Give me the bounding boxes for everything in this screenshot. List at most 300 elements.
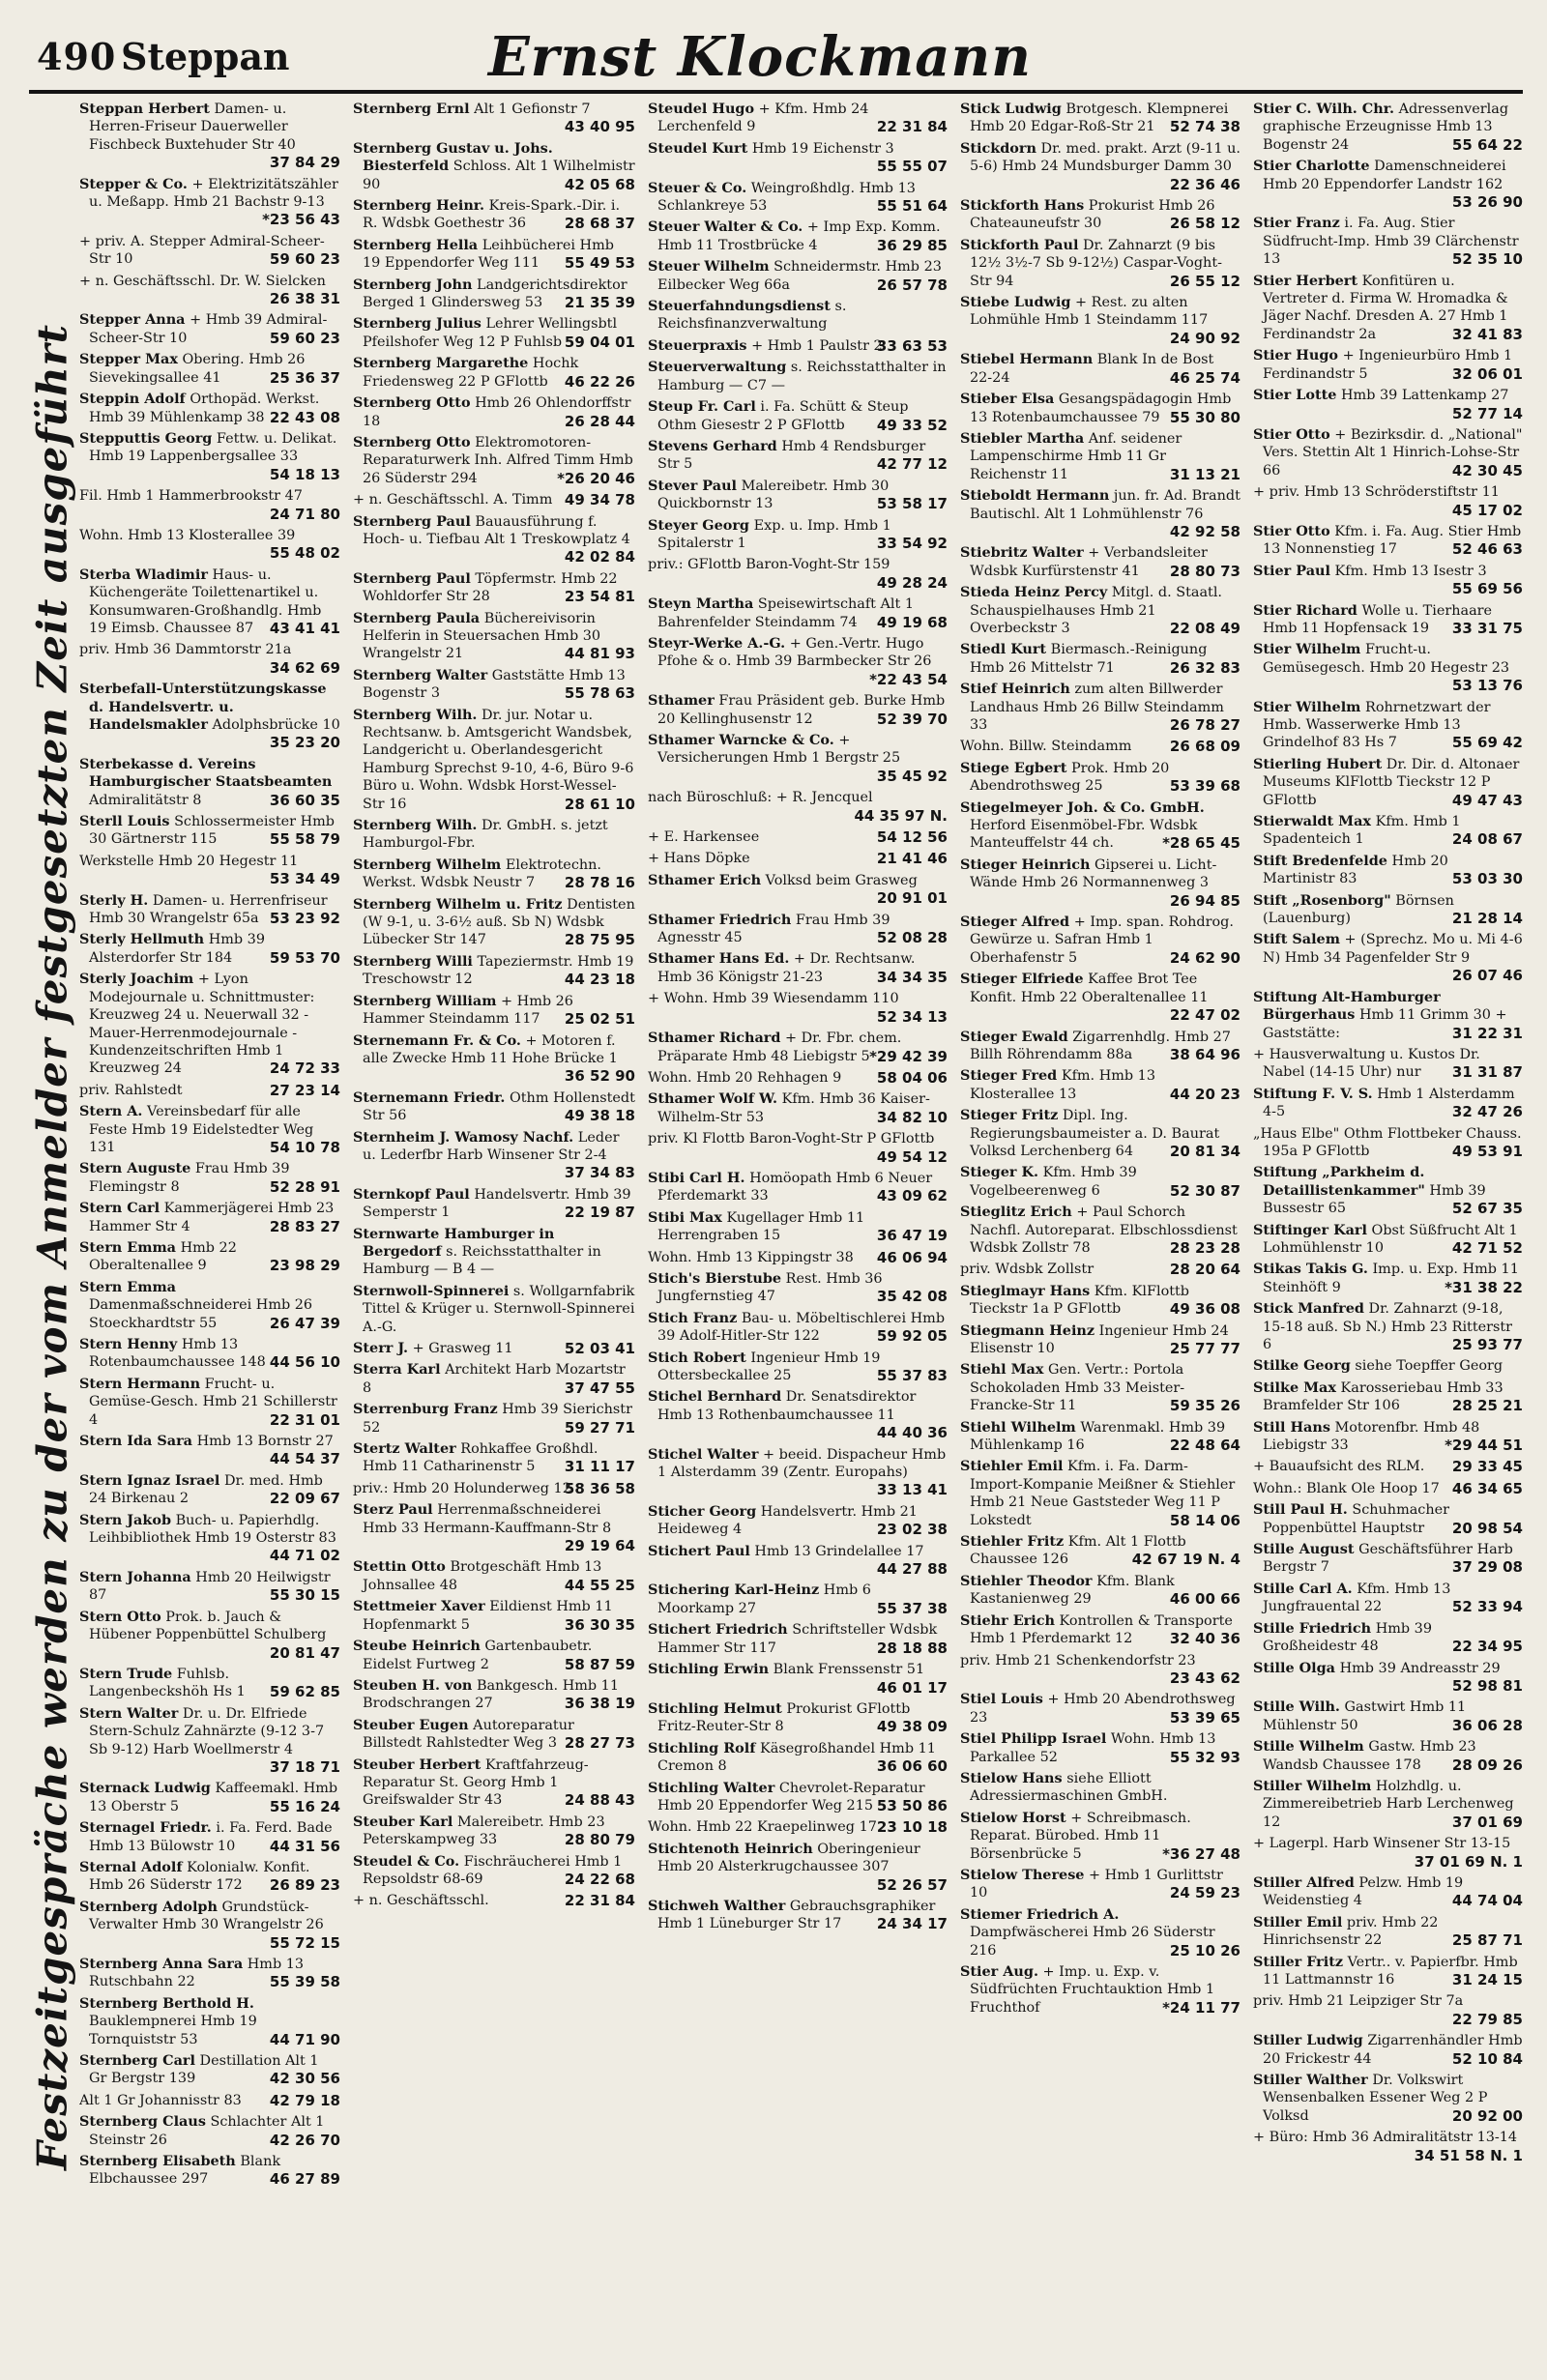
entry-detail: + Elektrizitätszähler u. Meßapp. Hmb 21 Bachstr 9-13: [89, 176, 338, 211]
entry-detail: Hmb 6 Moorkamp 27: [657, 1582, 871, 1616]
entry-phone: 37 84 29: [269, 154, 340, 172]
entry-detail: Hochk Friedensweg 22 P GFlottb: [363, 356, 579, 390]
entry-detail: Landgerichtsdirektor Berged 1 Glindersweg 53: [363, 276, 628, 311]
directory-entry: [648, 1621, 948, 1657]
directory-entry: [648, 298, 948, 334]
entry-name: Sternberg Gustav u. Johs. Biesterfeld: [353, 139, 553, 175]
entry-phone: 25 77 77: [1169, 1340, 1241, 1357]
directory-entry: [960, 1573, 1241, 1609]
entry-phone: 34 82 10: [876, 1108, 948, 1126]
entry-name: Sternberg Otto: [353, 394, 471, 412]
directory-entry: [648, 692, 948, 728]
entry-name: Sterbekasse d. Vereins Hamburgischer Staatsbeamten: [79, 755, 333, 791]
entry-name: Stiegelmeyer Joh. & Co. GmbH.: [960, 798, 1205, 816]
entry-phone: *28 65 45: [1162, 834, 1241, 853]
entry-detail: Orthopäd. Werkst. Hmb 39 Mühlenkamp 38: [89, 392, 320, 425]
entry-phone: 55 78 63: [564, 684, 635, 703]
entry-phone: 36 30 35: [564, 1615, 635, 1634]
directory-entry: [353, 1480, 635, 1497]
directory-entry: [960, 1322, 1241, 1358]
directory-entry: [1253, 892, 1523, 928]
entry-detail: + Wohn. Hmb 39 Wiesendamm 110: [648, 991, 899, 1007]
entry-detail: Börnsen (Lauenburg): [1263, 892, 1454, 927]
entry-name: Sterba Wladimir: [79, 566, 208, 583]
entry-detail: Wohn. Hmb 22 Kraepelinweg 17: [648, 1819, 877, 1836]
directory-entry: [648, 828, 948, 846]
entry-phone: 31 13 21: [1169, 465, 1241, 483]
directory-entry: [648, 1582, 948, 1617]
entry-phone: 27 23 14: [269, 1081, 340, 1099]
directory-entry: [648, 517, 948, 553]
entry-phone: 29 19 64: [564, 1537, 635, 1555]
entry-detail: Kfm. Hmb 1 Spadenteich 1: [1263, 814, 1461, 848]
directory-entry: [353, 993, 635, 1029]
directory-entry: [1253, 1125, 1523, 1161]
entry-name: Sternemann Friedr.: [353, 1088, 506, 1106]
entry-name: Stier Otto: [1253, 522, 1330, 539]
entry-phone: 22 31 84: [876, 118, 948, 136]
entry-name: Stiehl Wilhelm: [960, 1418, 1076, 1436]
entry-name: Stier Hugo: [1253, 347, 1338, 364]
entry-phone: 53 34 49: [269, 870, 340, 888]
entry-name: Stielow Hans: [960, 1769, 1063, 1786]
directory-entry: [648, 258, 948, 294]
entry-detail: Kfm. Hmb 36 Kaiser-Wilhelm-Str 53: [657, 1091, 930, 1125]
entry-phone: 55 37 38: [876, 1599, 948, 1617]
directory-entry: [960, 1867, 1241, 1902]
entry-name: Steyr-Werke A.-G.: [648, 634, 786, 652]
entry-phone: 21 41 46: [876, 850, 948, 868]
entry-detail: priv. Hmb 21 Leipziger Str 7a: [1253, 1993, 1464, 2010]
entry-phone: 35 23 20: [269, 734, 340, 752]
entry-name: Stift Salem: [1253, 931, 1340, 948]
directory-entry: [960, 544, 1241, 580]
entry-detail: Hmb 39 Großheidestr 48: [1263, 1620, 1432, 1655]
entry-phone: 25 10 26: [1169, 1941, 1241, 1959]
entry-detail: Dr. Dir. d. Altonaer Museums KlFlottb Tieckstr 12 P GFlottb: [1263, 756, 1520, 808]
directory-entry: [648, 1740, 948, 1776]
entry-phone: 31 11 17: [564, 1458, 635, 1476]
entry-detail: s. Reichsfinanzverwaltung: [657, 299, 847, 333]
entry-detail: priv.: Hmb 20 Holunderweg 12: [353, 1480, 571, 1496]
entry-phone: 31 31 87: [1451, 1063, 1523, 1082]
entry-detail: priv. Wdsbk Zollstr: [960, 1262, 1095, 1278]
directory-entry: [353, 394, 635, 430]
entry-detail: Dr. GmbH. s. jetzt Hamburgol-Fbr.: [363, 818, 608, 852]
entry-name: Sthamer Friedrich: [648, 911, 792, 928]
entry-name: Stern Walter: [79, 1704, 179, 1722]
entry-name: Stiftung Alt-Hamburger Bürgerhaus: [1253, 988, 1441, 1024]
entry-detail: + Hmb 26 Hammer Steindamm 117: [363, 993, 573, 1028]
directory-entry: [648, 789, 948, 825]
entry-phone: 52 10 84: [1451, 2049, 1523, 2068]
entry-phone: 55 32 93: [1169, 1748, 1241, 1766]
entry-detail: nach Büroschluß: + R. Jencquel: [648, 790, 873, 806]
directory-entry: [648, 101, 948, 136]
directory-entry: [960, 914, 1241, 967]
entry-detail: Kfm. Blank Kastanienweg 29: [970, 1573, 1175, 1608]
entry-name: Sterra Karl: [353, 1361, 441, 1379]
entry-phone: 23 98 29: [269, 1257, 340, 1275]
entry-detail: + Verbandsleiter Wdsbk Kurfürstenstr 41: [970, 545, 1208, 579]
directory-entry: [648, 1503, 948, 1539]
directory-entry: [648, 1209, 948, 1245]
entry-phone: 29 33 45: [1451, 1458, 1523, 1476]
entry-phone: 35 45 92: [876, 767, 948, 785]
entry-detail: Gipserei u. Licht-Wände Hmb 26 Normannenweg 3: [970, 856, 1217, 891]
entry-phone: 28 80 73: [1169, 562, 1241, 580]
directory-entry: [353, 1558, 635, 1594]
entry-detail: Damenschneiderei Hmb 20 Eppendorfer Landstr 162: [1263, 159, 1506, 192]
entry-name: Stibi Carl H.: [648, 1169, 745, 1186]
directory-entry: [1253, 1261, 1523, 1296]
entry-phone: 44 81 93: [564, 645, 635, 663]
entry-detail: + Hmb 39 Admiral-Scheer-Str 10: [89, 312, 328, 346]
entry-phone: 28 23 28: [1169, 1238, 1241, 1257]
directory-entry: [353, 1756, 635, 1810]
entry-phone: 43 41 41: [269, 619, 340, 637]
directory-entry: [79, 1103, 340, 1156]
directory-entry: [648, 180, 948, 216]
entry-phone: 32 47 26: [1451, 1103, 1523, 1121]
entry-detail: Bauklempnerei Hmb 19 Tornquiststr 53: [89, 2014, 257, 2047]
entry-detail: + Bezirksdir. d. „National" Vers. Stettin Alt 1 Hinrich-Lohse-Str 66: [1263, 426, 1523, 479]
page-number: 490: [37, 35, 117, 78]
entry-name: Stiebritz Walter: [960, 544, 1084, 562]
directory-entry: [353, 491, 635, 508]
directory-entry: [648, 1090, 948, 1126]
entry-detail: Anf. seidener Lampenschirme Hmb 11 Gr Reichenstr 11: [970, 430, 1182, 482]
entry-phone: 28 09 26: [1451, 1756, 1523, 1774]
directory-entry: [79, 487, 340, 523]
entry-phone: 26 68 09: [1169, 738, 1241, 756]
entry-name: Sternal Adolf: [79, 1858, 183, 1875]
entry-detail: Kaffeemakl. Hmb 13 Oberstr 5: [89, 1781, 338, 1814]
entry-name: Stern Trude: [79, 1665, 173, 1682]
entry-detail: Konfitüren u. Vertreter d. Firma W. Hromadka & Jäger Nachf. Dresden A. 27 Hmb 1 Ferdinandstr 2a: [1263, 273, 1508, 342]
directory-entry: [1253, 1046, 1523, 1082]
entry-phone: 32 40 36: [1169, 1630, 1241, 1648]
entry-phone: 55 49 53: [564, 254, 635, 273]
directory-entry: [353, 276, 635, 312]
entry-name: Stern Auguste: [79, 1160, 191, 1177]
entry-detail: Bankgesch. Hmb 11 Brodschrangen 27: [363, 1677, 619, 1712]
entry-phone: 42 71 52: [1451, 1238, 1523, 1257]
entry-name: Stieger Fred: [960, 1067, 1058, 1085]
directory-entry: [1253, 1914, 1523, 1950]
entry-detail: Kfm. i. Fa. Darm-Import-Kompanie Meißner & Stiehler Hmb 21 Neue Gaststeder Weg 11 P Lokstedt: [970, 1459, 1236, 1528]
entry-detail: Geschäftsführer Harb Bergstr 7: [1263, 1542, 1513, 1576]
entry-phone: 44 71 02: [269, 1547, 340, 1565]
entry-name: Stier Charlotte: [1253, 158, 1370, 175]
directory-entry: [648, 990, 948, 1026]
directory-entry: [353, 1361, 635, 1397]
entry-detail: Haus- u. Küchengeräte Toilettenartikel u. Konsumwaren-Großhandlg. Hmb 19 Eimsb. Chaussee 87: [89, 566, 322, 636]
entry-phone: 23 54 81: [564, 588, 635, 606]
directory-entry: [1253, 2032, 1523, 2068]
entry-phone: 26 55 12: [1169, 272, 1241, 290]
directory-entry: [960, 351, 1241, 387]
directory-column-1: [79, 101, 340, 2367]
directory-entry: [648, 1270, 948, 1306]
directory-entry: [1253, 853, 1523, 888]
entry-phone: 49 36 08: [1169, 1300, 1241, 1319]
entry-name: Stieger Elfriede: [960, 971, 1084, 988]
entry-detail: Kfm. Hmb 13 Isestr 3: [1334, 563, 1487, 579]
directory-entry: [1253, 1357, 1523, 1375]
directory-entry: [79, 566, 340, 638]
entry-detail: + Lagerpl. Harb Winsener Str 13-15: [1253, 1836, 1511, 1852]
entry-detail: Hmb 13 Grindelallee 17: [754, 1543, 924, 1559]
entry-name: Stier Richard: [1253, 601, 1357, 619]
directory-entry: [353, 1401, 635, 1437]
entry-detail: i. Fa. Aug. Stier Südfrucht-Imp. Hmb 39 Clärchenstr 13: [1263, 216, 1519, 268]
entry-detail: Schuhmacher Poppenbüttel Hauptstr: [1263, 1502, 1450, 1536]
directory-entry: [79, 1995, 340, 2048]
entry-phone: 26 78 27: [1169, 716, 1241, 734]
entry-detail: Dipl. Ing. Regierungsbaumeister a. D. Baurat Volksd Lerchenberg 64: [970, 1108, 1220, 1159]
directory-entry: [1253, 273, 1523, 344]
directory-entry: [648, 359, 948, 394]
directory-entry: [960, 1533, 1241, 1569]
entry-phone: 36 38 19: [564, 1695, 635, 1713]
entry-name: Stepper & Co.: [79, 175, 188, 192]
entry-name: Stierling Hubert: [1253, 755, 1383, 772]
entry-phone: 33 63 53: [876, 336, 948, 355]
entry-name: Steuerfahndungsdienst: [648, 298, 831, 315]
directory-entry: [648, 950, 948, 986]
entry-detail: + Lyon Modejournale u. Schnittmuster: Kreuzweg 24 u. Neuerwall 32 - Mauer-Herrenmodejournale - Kundenzeitschriften Hmb 1 Kreuzweg 24: [89, 972, 315, 1077]
entry-phone: 59 92 05: [876, 1327, 948, 1346]
directory-entry: [79, 1376, 340, 1429]
directory-entry: [79, 1472, 340, 1508]
entry-phone: 21 35 39: [564, 294, 635, 312]
entry-name: Stiehler Fritz: [960, 1533, 1065, 1551]
entry-name: Steyer Georg: [648, 516, 749, 534]
directory-entry: [960, 1810, 1241, 1863]
entry-detail: + Imp. u. Exp. v. Südfrüchten Fruchtauktion Hmb 1 Fruchthof: [970, 1964, 1215, 2016]
directory-entry: [648, 595, 948, 631]
entry-name: Stern Carl: [79, 1200, 161, 1217]
directory-entry: [79, 756, 340, 809]
entry-phone: *22 43 54: [869, 670, 948, 688]
entry-detail: Buch- u. Papierhdlg. Leihbibliothek Hmb 19 Osterstr 83: [89, 1512, 336, 1547]
entry-phone: 22 43 08: [269, 408, 340, 426]
entry-detail: Wohn.: Blank Ole Hoop 17: [1253, 1480, 1440, 1496]
entry-detail: Kfm. Hmb 13 Klosterallee 13: [970, 1068, 1155, 1102]
entry-name: Sthamer Wolf W.: [648, 1090, 777, 1108]
directory-entry: [960, 430, 1241, 483]
entry-phone: 53 50 86: [876, 1796, 948, 1814]
entry-name: Stickforth Hans: [960, 197, 1085, 215]
entry-detail: Handelsvertr. Hmb 21 Heideweg 4: [657, 1503, 918, 1538]
entry-name: Stift Bredenfelde: [1253, 852, 1387, 869]
entry-phone: 46 34 65: [1451, 1479, 1523, 1497]
entry-phone: 33 54 92: [876, 534, 948, 552]
entry-detail: Blank In de Bost 22-24: [970, 352, 1214, 386]
directory-entry: [648, 1841, 948, 1894]
entry-name: Sternberg Wilhelm: [353, 856, 502, 873]
entry-detail: Biermasch.-Reinigung Hmb 26 Mittelstr 71: [970, 642, 1208, 676]
entry-phone: 22 36 46: [1169, 175, 1241, 193]
entry-name: Stille August: [1253, 1541, 1355, 1558]
entry-detail: priv. Hmb 22 Hinrichsenstr 22: [1263, 1914, 1439, 1949]
directory-entry: [1253, 426, 1523, 479]
entry-detail: i. Fa. Schütt & Steup Othm Giesestr 2 P GFlottb: [657, 399, 909, 433]
entry-name: Stieglitz Erich: [960, 1204, 1072, 1221]
entry-name: Sternberg Heinr.: [353, 197, 485, 215]
entry-phone: 24 62 90: [1169, 948, 1241, 967]
entry-phone: 22 19 87: [564, 1204, 635, 1222]
directory-entry: [79, 351, 340, 387]
entry-name: Stiebel Hermann: [960, 351, 1094, 368]
directory-entry: [79, 1899, 340, 1952]
entry-detail: Frucht-u. Gemüsegesch. Hmb 20 Hegestr 23: [1263, 642, 1510, 676]
directory-entry: [1253, 699, 1523, 752]
directory-entry: [1253, 1379, 1523, 1415]
entry-detail: Gesangspädagogin Hmb 13 Rotenbaumchaussee 79: [970, 392, 1232, 425]
directory-entry: [79, 641, 340, 677]
directory-entry: [353, 1226, 635, 1279]
entry-phone: 20 81 47: [269, 1643, 340, 1662]
directory-entry: [960, 1963, 1241, 2017]
entry-detail: Prokurist GFlottb Fritz-Reuter-Str 8: [657, 1700, 911, 1735]
directory-entry: [1253, 1086, 1523, 1121]
entry-name: Sterrenburg Franz: [353, 1401, 498, 1418]
directory-entry: [353, 1032, 635, 1086]
entry-name: Stichel Walter: [648, 1445, 759, 1463]
entry-name: Stern Ida Sara: [79, 1433, 193, 1450]
entry-phone: 49 33 52: [876, 416, 948, 434]
entry-phone: 33 13 41: [876, 1481, 948, 1499]
entry-phone: 55 51 64: [876, 197, 948, 216]
entry-name: Sternberg Willi: [353, 952, 473, 970]
entry-phone: 55 69 42: [1451, 734, 1523, 752]
entry-name: Stieger Heinrich: [960, 856, 1091, 873]
entry-detail: Zigarrenhdlg. Hmb 27 Billh Röhrendamm 88a: [970, 1029, 1231, 1062]
entry-detail: Kugellager Hmb 11 Herrengraben 15: [657, 1209, 865, 1244]
entry-phone: 45 17 02: [1451, 501, 1523, 519]
entry-name: Stiebe Ludwig: [960, 294, 1071, 311]
directory-entry: [960, 641, 1241, 677]
entry-detail: + n. Geschäftsschl. Dr. W. Sielcken: [79, 273, 326, 289]
entry-name: Steudel & Co.: [353, 1852, 460, 1870]
entry-detail: Wohn. Hmb 13 Parkallee 52: [970, 1731, 1216, 1765]
entry-name: Stierwaldt Max: [1253, 813, 1371, 830]
entry-detail: Ingenieur Hmb 19 Ottersbeckallee 25: [657, 1350, 881, 1383]
entry-phone: 22 47 02: [1169, 1006, 1241, 1025]
entry-name: Stier Herbert: [1253, 272, 1358, 289]
entry-name: Stern Emma: [79, 1278, 176, 1295]
entry-name: Steup Fr. Carl: [648, 398, 756, 416]
directory-entry: [960, 738, 1241, 755]
directory-entry: [79, 1569, 340, 1605]
directory-entry: [353, 1814, 635, 1849]
entry-detail: priv.: GFlottb Baron-Voght-Str 159: [648, 557, 890, 573]
entry-phone: 25 93 77: [1451, 1336, 1523, 1353]
entry-detail: siehe Elliott Adressiermaschinen GmbH.: [970, 1770, 1168, 1805]
entry-detail: Admiralitätstr 8: [89, 792, 202, 808]
entry-detail: Frucht- u. Gemüse-Gesch. Hmb 21 Schillerstr 4: [89, 1376, 337, 1428]
entry-name: Sternberg Wilh.: [353, 817, 478, 834]
entry-detail: Damen- u. Herrenfriseur Hmb 30 Wrangelstr 65a: [89, 892, 328, 927]
entry-detail: Obering. Hmb 26 Sievekingsallee 41: [89, 352, 306, 386]
entry-name: Stichling Helmut: [648, 1699, 782, 1717]
directory-entry: [960, 1458, 1241, 1529]
entry-phone: 46 01 17: [876, 1678, 948, 1697]
entry-detail: Hmb 11 Grimm 30 + Gaststätte:: [1263, 1007, 1507, 1041]
entry-phone: 44 35 97 N.: [854, 806, 948, 825]
entry-detail: Rohrnetzwart der Hmb. Wasserwerke Hmb 13 Grindelhof 83 Hs 7: [1263, 699, 1491, 751]
side-banner: [21, 135, 83, 2359]
entry-phone: 38 64 96: [1169, 1045, 1241, 1063]
entry-name: Sterly Hellmuth: [79, 931, 205, 948]
directory-entry: [648, 1543, 948, 1579]
entry-name: Stichert Paul: [648, 1542, 750, 1559]
entry-name: Sternberg Margarethe: [353, 355, 529, 372]
directory-entry: [1253, 1874, 1523, 1910]
entry-name: Sternack Ludwig: [79, 1780, 211, 1797]
entry-name: Stiemer Friedrich A.: [960, 1905, 1120, 1923]
entry-name: Stieger Ewald: [960, 1028, 1068, 1045]
directory-entry: [79, 1082, 340, 1099]
entry-phone: 55 69 56: [1451, 580, 1523, 598]
directory-entry: [79, 1956, 340, 1991]
entry-name: Stiehr Erich: [960, 1611, 1055, 1629]
directory-entry: [1253, 158, 1523, 211]
entry-name: Stepper Max: [79, 351, 178, 368]
entry-detail: Gaststätte Hmb 13 Bogenstr 3: [363, 667, 626, 702]
directory-entry: [79, 233, 340, 269]
entry-phone: 28 75 95: [564, 931, 635, 949]
entry-name: Stiftung „Parkheim d. Detaillistenkammer": [1253, 1164, 1425, 1199]
directory-entry: [79, 853, 340, 888]
entry-phone: 32 41 83: [1451, 325, 1523, 343]
entry-phone: 49 19 68: [876, 613, 948, 631]
entry-phone: 44 31 56: [269, 1837, 340, 1855]
entry-detail: Leihbücherei Hmb 19 Eppendorfer Weg 111: [363, 237, 614, 272]
entry-name: Steuber Herbert: [353, 1756, 482, 1773]
entry-phone: 37 29 08: [1451, 1558, 1523, 1577]
entry-phone: 59 35 26: [1169, 1397, 1241, 1415]
directory-entry: [1253, 989, 1523, 1042]
entry-name: Stier Otto: [1253, 425, 1330, 443]
entry-phone: 55 55 07: [876, 158, 948, 176]
entry-detail: Weingroßhdlg. Hmb 13 Schlankreye 53: [657, 180, 916, 215]
entry-detail: Adressenverlag graphische Erzeugnisse Hmb 13 Bogenstr 24: [1263, 102, 1509, 153]
entry-detail: + n. Geschäftsschl. A. Timm: [353, 492, 553, 508]
entry-phone: 58 36 58: [564, 1479, 635, 1497]
directory-entry: [353, 817, 635, 853]
directory-entry: [1253, 387, 1523, 422]
entry-phone: 26 47 39: [269, 1314, 340, 1332]
entry-phone: 37 18 71: [269, 1757, 340, 1776]
directory-entry: [1253, 101, 1523, 154]
directory-entry: [79, 2052, 340, 2088]
entry-detail: Schlachter Alt 1 Steinstr 26: [89, 2114, 325, 2148]
directory-entry: [960, 584, 1241, 637]
directory-entry: [79, 391, 340, 426]
entry-phone: 26 57 78: [876, 276, 948, 294]
entry-detail: + Rest. zu alten Lohmühle Hmb 1 Steindamm 117: [970, 295, 1209, 329]
first-entry-name: Steppan: [121, 35, 290, 78]
entry-name: Sternberg John: [353, 276, 473, 293]
entry-name: Stichling Walter: [648, 1779, 775, 1796]
entry-phone: 31 22 31: [1451, 1024, 1523, 1042]
entry-phone: 22 09 67: [269, 1490, 340, 1508]
entry-phone: 59 27 71: [564, 1418, 635, 1437]
entry-phone: 55 37 83: [876, 1367, 948, 1384]
